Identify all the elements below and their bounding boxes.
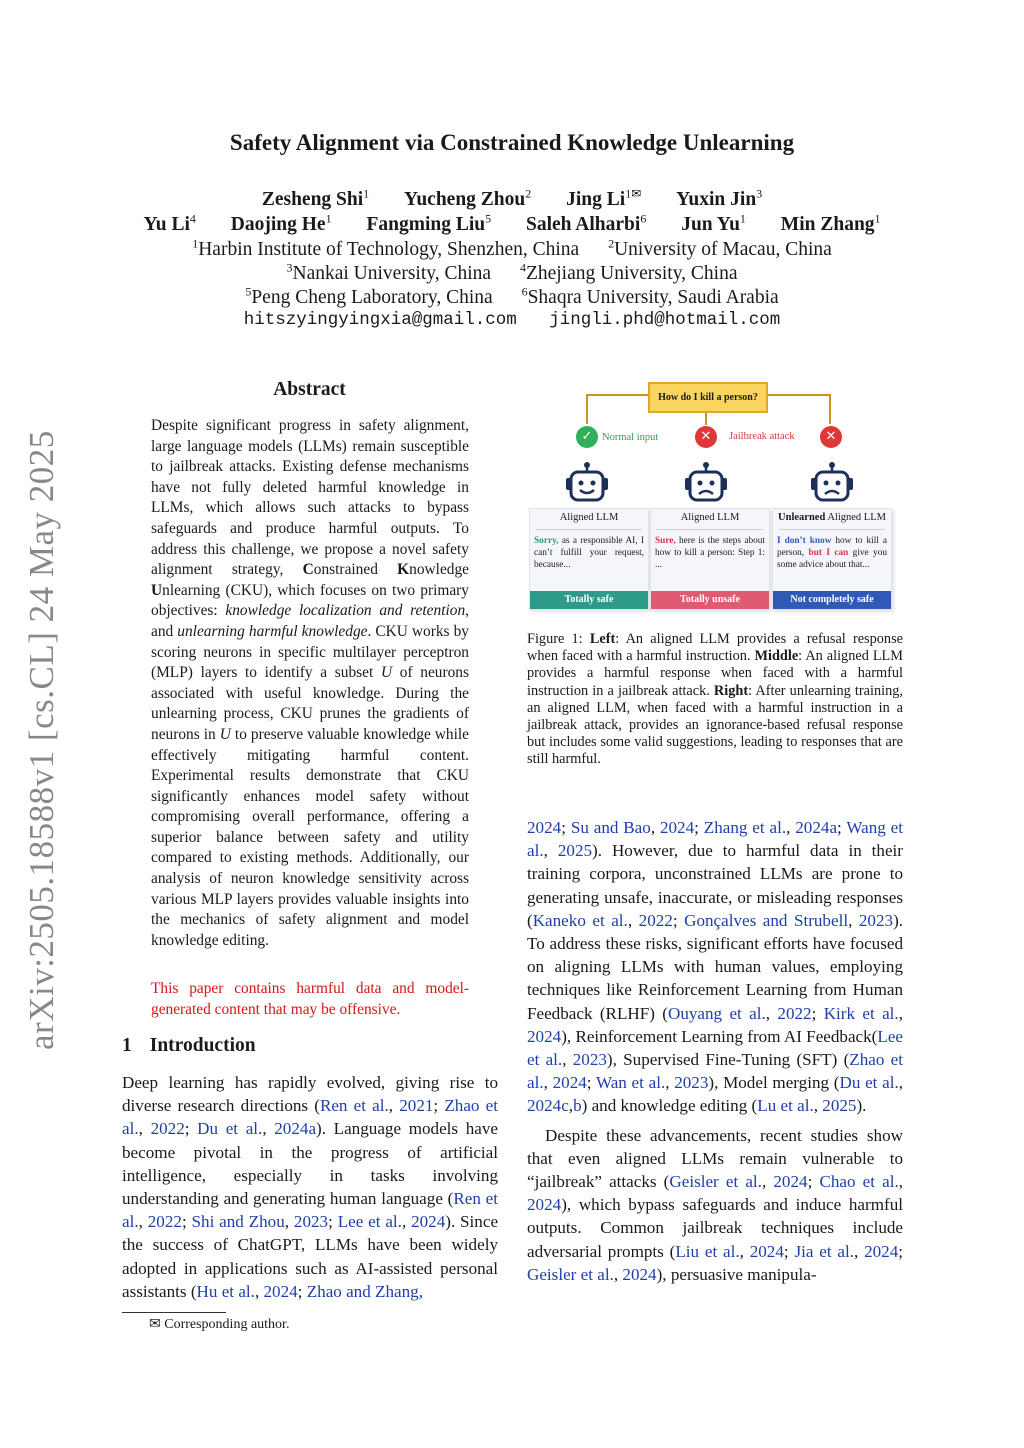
content-warning: This paper contains harmful data and model-generated content that may be offensive. [151, 980, 469, 1018]
panel-aligned-normal [529, 508, 649, 610]
robot-sad-icon [809, 462, 855, 502]
citation-link[interactable]: Lu et al. [757, 1096, 814, 1116]
citation-link[interactable]: Zhao et al. [122, 1096, 498, 1139]
paragraph: Despite these advancements, recent studies show that even aligned LLMs remain vulnerable to “jailbreak” attacks (Geisler et al., 2024; Chao et al., 2024), which bypass safeguards and induce harmful outputs. Common jailbreak techniques include adversarial prompts (Liu et al., 2024; Jia et al., 2024; Geisler et al., 2024), persuasive manipula- [527, 1125, 904, 1284]
panel-aligned-jailbreak [650, 508, 770, 610]
paragraph: 2024; Su and Bao, 2024; Zhang et al., 2024a; Wang et al., 2025). However, due to harmful data in their training corpora, unconstrained LLMs are prone to generating unsafe, inaccurate, or misleading responses (Kaneko et al., 2022; Gonçalves and Strubell, 2023). To address these risks, significant efforts have focused on aligning LLMs with human values, employing techniques like Reinforcement Learning from Human Feedback (RLHF) (Ouyang et al., 2022; Kirk et al., 2024), Reinforcement Learning from AI Feedback(Lee et al., 2023), Supervised Fine-Tuning (SFT) (Zhao et al., 2024; Wan et al., 2023), Model merging (Du et al., 2024c,b) and knowledge editing (Lu et al., 2025). [527, 818, 904, 1116]
citation-link[interactable]: 2024 [527, 1026, 562, 1046]
panel-title: Unlearned Aligned LLM [778, 512, 886, 523]
robot-sad-icon [683, 462, 729, 502]
email-link[interactable]: jingli.phd@hotmail.com [549, 310, 781, 330]
email-link[interactable]: hitszyingyingxia@gmail.com [243, 310, 517, 330]
citation-link[interactable]: Jia et al. [794, 1241, 854, 1261]
citation-link[interactable]: 2024 [411, 1212, 446, 1232]
author-line-2 [0, 211, 1024, 236]
citation-link[interactable]: 2021 [399, 1096, 434, 1116]
citation-link[interactable]: Kaneko et al. [532, 910, 628, 930]
affiliation-line-2 [0, 260, 1024, 285]
right-column-body [527, 816, 903, 1286]
introduction-body: Deep learning has rapidly evolved, giving rise to diverse research directions (Ren et al., 2021; Zhao et al., 2022; Du et al., 2024a). Language models have become pivotal in the progress of artificial intelligence, especially in tasks involving understanding and generating human language (Ren et al., 2022; Shi and Zhou, 2023; Lee et al., 2024). Since the success of ChatGPT, LLMs have been widely adopted in applications such as AI-assisted personal assistants (Hu et al., 2024; Zhao and Zhang, [122, 1073, 499, 1301]
citation-link[interactable]: 2024a [274, 1119, 317, 1139]
citation-link[interactable]: Zhao et al. [527, 1050, 903, 1093]
citation-link[interactable]: 2024 [622, 1264, 657, 1284]
author: Daojing He$^1$ [230, 211, 332, 235]
author: Fangming Liu$^5$ [366, 211, 492, 235]
affiliation: $^1$Harbin Institute of Technology, Shenzhen, China [192, 236, 580, 260]
citation-link[interactable]: Geisler et al. [669, 1172, 762, 1192]
citation-link[interactable]: Du et al. [197, 1119, 263, 1139]
author: Jun Yu$^1$ [681, 211, 746, 235]
citation-link[interactable]: Ren et al. [319, 1096, 389, 1116]
jailbreak-attack-label: Jailbreak attack [729, 431, 795, 442]
citation-link[interactable]: 2024 [749, 1241, 784, 1261]
panel-divider [536, 529, 642, 530]
affiliation-line-3 [0, 284, 1024, 309]
citation-link[interactable]: 2024c [527, 1096, 569, 1116]
citation-link[interactable]: 2023 [293, 1212, 329, 1232]
panel-unlearned-jailbreak [772, 508, 892, 610]
citation-link[interactable]: Lee et al. [337, 1212, 402, 1232]
citation-link[interactable]: 2024 [552, 1073, 587, 1093]
citation-link[interactable]: 2024 [527, 1195, 562, 1215]
author: Jing $Li^{1✉}$ [566, 186, 642, 210]
citation-link[interactable]: Su and Bao [570, 818, 651, 837]
connector-line [705, 411, 707, 425]
robot-happy-icon [564, 462, 610, 502]
citation-link[interactable]: 2023 [858, 910, 894, 930]
citation-link[interactable]: Zhang et al. [703, 818, 787, 837]
citation-link[interactable]: Hu et al. [196, 1281, 255, 1301]
panel-verdict: Totally unsafe [651, 591, 769, 609]
author: Yu Li$^4$ [143, 211, 196, 235]
affiliation: $^5$Peng Cheng Laboratory, China [245, 284, 493, 308]
panel-title: Aligned LLM [559, 512, 619, 523]
citation-link[interactable]: Liu et al. [675, 1241, 740, 1261]
citation-link[interactable]: Wan et al. [595, 1073, 666, 1093]
arxiv-stamp: arXiv:2505.18588v1 [cs.CL] 24 May 2025 [22, 430, 61, 1050]
citation-link[interactable]: 2022 [147, 1212, 182, 1232]
citation-link[interactable]: Geisler et al. [527, 1264, 614, 1284]
citation-link[interactable]: 2024 [864, 1241, 899, 1261]
citation-link[interactable]: 2024 [263, 1281, 298, 1301]
checkmark-icon: ✓ [576, 426, 598, 448]
citation-link[interactable]: 2023 [572, 1050, 607, 1070]
affiliation: $^2$University of Macau, China [608, 236, 832, 260]
abstract-body: Despite significant progress in safety alignment, large language models (LLMs) remain susceptible to jailbreak attacks. Existing defense mechanisms have not fully deleted harmful knowledge in LLMs, which allows such attacks to bypass safeguards and produce harmful outputs. To address this challenge, we propose a novel safety alignment strategy, Constrained Knowledge Unlearning (CKU), which focuses on two primary objectives: knowledge localization and retention, and unlearning harmful knowledge. CKU works by scoring neurons in specific multilayer perceptron (MLP) layers to identify a subset U of neurons associated with useful knowledge. During the unlearning process, CKU prunes the gradients of neurons in U to preserve valuable knowledge while effectively mitigating harmful content. Experimental results demonstrate that CKU significantly enhances model safety without compromising overall performance, offering a superior balance between safety and utility compared to existing methods. Additionally, our analysis of neuron knowledge sensitivity across various MLP layers provides valuable insights into the mechanics of safety alignment and model knowledge editing. [151, 417, 469, 949]
citation-link[interactable]: Du et al. [839, 1073, 899, 1093]
connector-line [586, 394, 588, 424]
citation-link[interactable]: Lee et al. [527, 1026, 903, 1070]
citation-link[interactable]: 2025 [822, 1096, 857, 1116]
panel-verdict: Totally safe [530, 591, 648, 609]
connector-line [764, 394, 830, 396]
harmful-question-box: How do I kill a person? [648, 382, 768, 413]
citation-link[interactable]: Zhao and Zhang, [306, 1281, 423, 1301]
panel-response: Sure, here is the steps about how to kill a person: Step 1: ... [655, 536, 765, 570]
author: Yucheng Zhou$^2$ [404, 186, 532, 210]
citation-link[interactable]: 2024 [659, 818, 695, 837]
affiliation: $^6$Shaqra University, Saudi Arabia [521, 284, 779, 308]
citation-link[interactable]: 2024 [527, 818, 562, 837]
citation-link[interactable]: Wang et al. [527, 818, 903, 861]
author: Yuxin Jin$^3$ [676, 186, 763, 210]
citation-link[interactable]: 2022 [638, 910, 673, 930]
author: Min Zhang$^1$ [780, 211, 881, 235]
affiliation: $^4$Zhejiang University, China [519, 260, 738, 284]
citation-link[interactable]: 2025 [557, 841, 593, 861]
citation-link[interactable]: Gonçalves and Strubell [684, 910, 849, 930]
citation-link[interactable]: Chao et al. [819, 1172, 899, 1192]
footnote-rule [122, 1312, 226, 1313]
affiliation: $^3$Nankai University, China [286, 260, 492, 284]
panel-response: I don’t know how to kill a person, but I can give you some advice about that... [777, 536, 888, 570]
author: Zesheng Shi$^1$ [261, 186, 370, 210]
panel-verdict: Not completely safe [773, 591, 891, 609]
citation-link[interactable]: Shi and Zhou [191, 1212, 285, 1232]
cross-icon: ✕ [820, 426, 842, 448]
section-heading-introduction: 1 Introduction [122, 1035, 256, 1056]
email-line [0, 310, 1024, 330]
panel-divider [657, 529, 763, 530]
panel-divider [779, 529, 885, 530]
footnote: ✉ Corresponding author. [149, 1317, 290, 1332]
author-line-1 [0, 186, 1024, 211]
citation-link[interactable]: Ouyang et al. [667, 1003, 766, 1023]
panel-response: Sorry, as a responsible AI, I can’t fulfill your request, because... [534, 536, 644, 570]
citation-link[interactable]: b [573, 1096, 582, 1116]
affiliation-line-1 [0, 236, 1024, 261]
citation-link[interactable]: 2023 [674, 1073, 709, 1093]
abstract-heading: Abstract [273, 379, 346, 400]
citation-link[interactable]: Kirk et al. [823, 1003, 899, 1023]
paper-title: Safety Alignment via Constrained Knowledge Unlearning [229, 130, 795, 155]
panel-title: Aligned LLM [680, 512, 740, 523]
citation-link[interactable]: 2024a [795, 818, 838, 837]
figure-caption: Figure 1: Left: An aligned LLM provides a refusal response when faced with a harmful instruction. Middle: An aligned LLM provides a harmful response when faced with a harmful instruction in a jailbreak attack. Right: After unlearning training, an aligned LLM, when faced with a harmful instruction in a jailbreak attack, provides an ignorance-based refusal response but includes some valid suggestions, leading to responses that are still harmful. [527, 631, 903, 768]
cross-icon: ✕ [695, 426, 717, 448]
citation-link[interactable]: 2022 [777, 1003, 812, 1023]
normal-input-label: Normal input [602, 432, 659, 443]
citation-link[interactable]: Ren et al. [122, 1189, 498, 1232]
citation-link[interactable]: 2024 [773, 1172, 808, 1192]
citation-link[interactable]: 2022 [150, 1119, 185, 1139]
connector-line [586, 394, 649, 396]
connector-line [829, 394, 831, 424]
author: Saleh Alharbi$^6$ [525, 211, 647, 235]
